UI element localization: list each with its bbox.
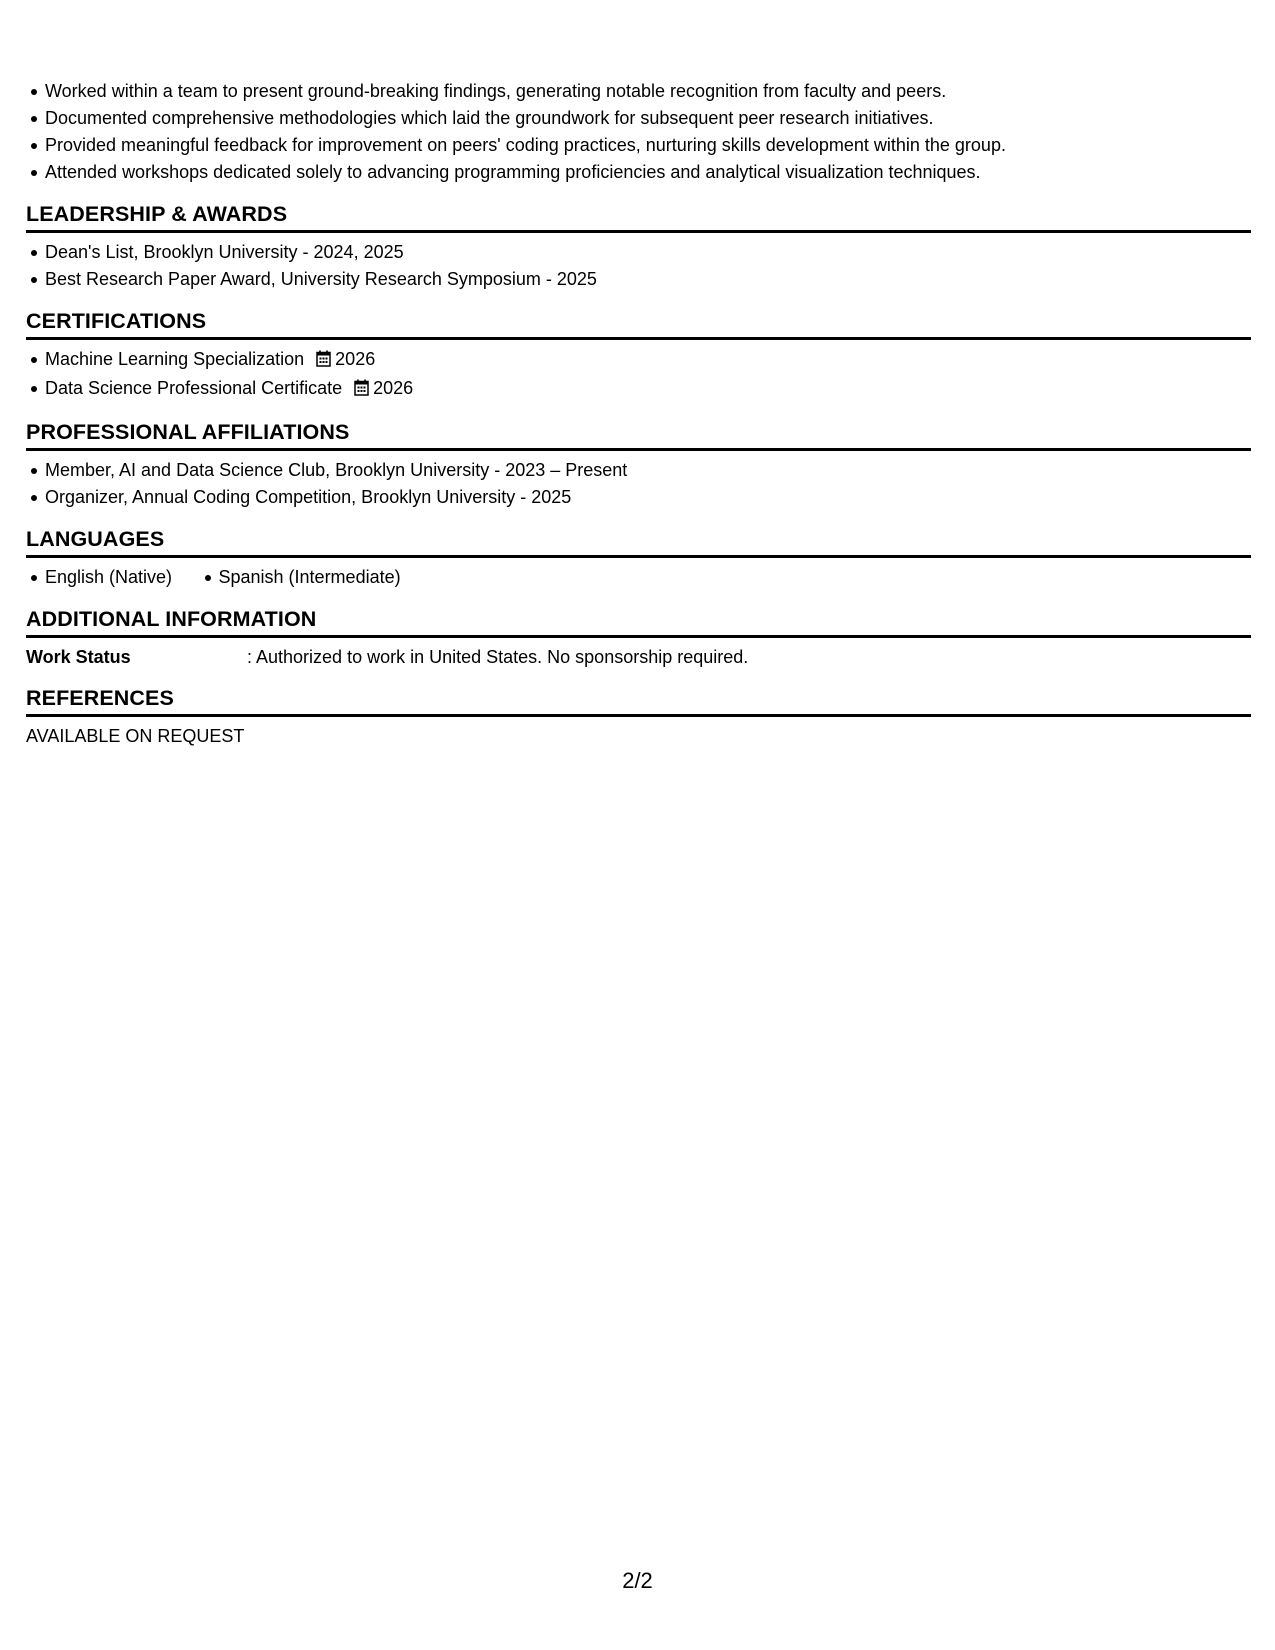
certification-year: 2026 (373, 378, 414, 398)
work-status-label: Work Status (26, 647, 131, 667)
calendar-icon (316, 348, 331, 375)
section-title: CERTIFICATIONS (26, 308, 1251, 340)
list-item: Spanish (Intermediate) (219, 564, 401, 591)
certifications-list (26, 346, 1251, 404)
leadership-section (26, 201, 1251, 293)
leadership-list (26, 239, 1251, 293)
resume-page (26, 78, 1251, 749)
research-bullet-list (26, 78, 1251, 186)
list-item: Organizer, Annual Coding Competition, Brooklyn University - 2025 (45, 484, 1251, 511)
section-title: REFERENCES (26, 685, 1251, 717)
list-item: Best Research Paper Award, University Research Symposium - 2025 (45, 266, 1251, 293)
list-item: Provided meaningful feedback for improvement on peers' coding practices, nurturing skills development within the group. (45, 132, 1251, 159)
references-section (26, 685, 1251, 749)
list-item: Documented comprehensive methodologies which laid the groundwork for subsequent peer research initiatives. (45, 105, 1251, 132)
list-item (45, 375, 1251, 404)
certifications-section (26, 308, 1251, 404)
section-title: ADDITIONAL INFORMATION (26, 606, 1251, 638)
affiliations-section (26, 419, 1251, 511)
languages-list (26, 564, 1251, 591)
certification-name: Machine Learning Specialization (45, 349, 305, 369)
affiliations-list (26, 457, 1251, 511)
page-number: 2/2 (622, 1568, 653, 1593)
section-title: PROFESSIONAL AFFILIATIONS (26, 419, 1251, 451)
list-item: Dean's List, Brooklyn University - 2024, 2025 (45, 239, 1251, 266)
section-title: LANGUAGES (26, 526, 1251, 558)
certification-name: Data Science Professional Certificate (45, 378, 343, 398)
list-item: Attended workshops dedicated solely to advancing programming proficiencies and analytical visualization techniques. (45, 159, 1251, 186)
list-item: English (Native) (45, 564, 172, 591)
list-item (45, 346, 1251, 375)
references-text: AVAILABLE ON REQUEST (26, 726, 245, 746)
list-item: Worked within a team to present ground-breaking findings, generating notable recognition from faculty and peers. (45, 78, 1251, 105)
section-title: LEADERSHIP & AWARDS (26, 201, 1251, 233)
work-status-value: : Authorized to work in United States. No sponsorship required. (247, 647, 749, 667)
list-item: Member, AI and Data Science Club, Brooklyn University - 2023 – Present (45, 457, 1251, 484)
calendar-icon (354, 377, 369, 404)
certification-year: 2026 (335, 349, 376, 369)
additional-info-section (26, 606, 1251, 670)
work-status-row (26, 644, 1251, 670)
languages-section (26, 526, 1251, 591)
